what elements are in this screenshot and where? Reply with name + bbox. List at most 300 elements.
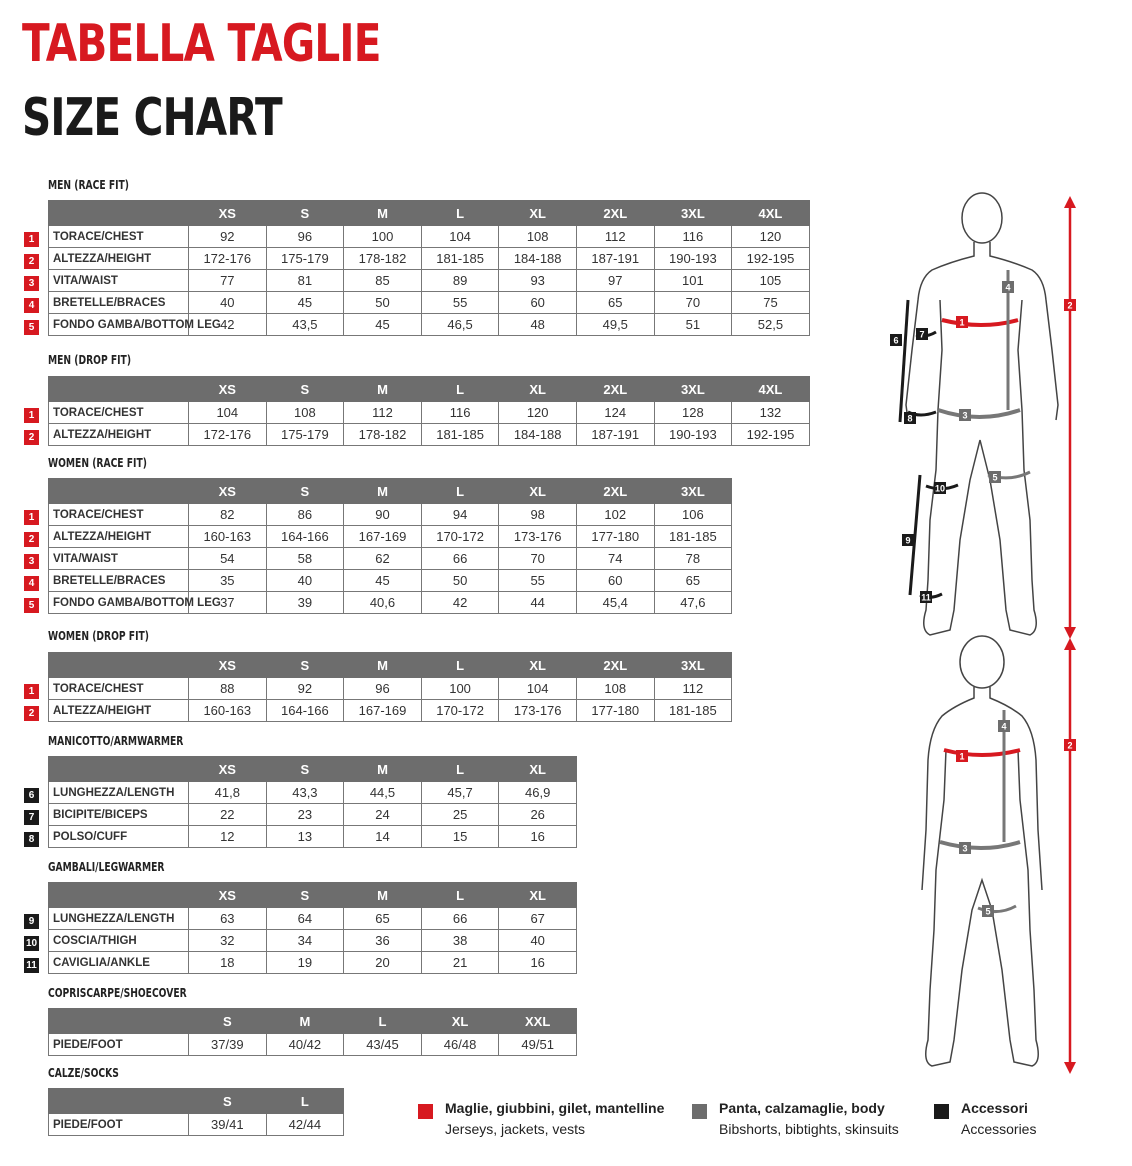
size-value: 65 xyxy=(654,570,732,592)
table-row xyxy=(49,314,810,336)
size-value: 60 xyxy=(499,292,577,314)
size-value: 192-195 xyxy=(732,424,810,446)
size-header: M xyxy=(344,479,422,504)
size-value: 63 xyxy=(189,908,267,930)
size-value: 22 xyxy=(189,804,267,826)
row-number-badge: 5 xyxy=(24,598,39,613)
size-value: 86 xyxy=(266,504,344,526)
size-value: 37/39 xyxy=(189,1034,267,1056)
size-value: 104 xyxy=(421,226,499,248)
size-value: 85 xyxy=(344,270,422,292)
title-italian: TABELLA TAGLIE xyxy=(22,14,381,74)
size-header: XS xyxy=(189,883,267,908)
size-value: 15 xyxy=(421,826,499,848)
size-value: 45 xyxy=(344,314,422,336)
size-value: 93 xyxy=(499,270,577,292)
row-number-badge: 10 xyxy=(25,938,38,949)
table-row xyxy=(49,1034,577,1056)
size-value: 13 xyxy=(266,826,344,848)
size-value: 45 xyxy=(266,292,344,314)
row-label: CAVIGLIA/ANKLE xyxy=(49,952,189,974)
figure-marker xyxy=(959,409,971,421)
figure-marker xyxy=(956,750,968,762)
size-table-men-race xyxy=(48,200,810,336)
size-value: 108 xyxy=(266,402,344,424)
table-header-row xyxy=(49,201,810,226)
figure-marker-label: 3 xyxy=(962,410,968,421)
size-value: 167-169 xyxy=(344,526,422,548)
legend-label-en: Bibshorts, bibtights, skinsuits xyxy=(719,1121,899,1137)
table-row xyxy=(49,424,810,446)
size-value: 120 xyxy=(732,226,810,248)
size-header: M xyxy=(344,201,422,226)
row-number-badge: 8 xyxy=(24,832,39,847)
row-label: TORACE/CHEST xyxy=(49,504,189,526)
size-value: 101 xyxy=(654,270,732,292)
row-label: VITA/WAIST xyxy=(49,270,189,292)
size-value: 67 xyxy=(499,908,577,930)
size-header: M xyxy=(344,377,422,402)
size-value: 40/42 xyxy=(266,1034,344,1056)
size-value: 36 xyxy=(344,930,422,952)
size-header: M xyxy=(266,1009,344,1034)
size-header: XL xyxy=(421,1009,499,1034)
size-value: 96 xyxy=(266,226,344,248)
table-row xyxy=(49,548,732,570)
legend-label-en: Jerseys, jackets, vests xyxy=(445,1121,586,1137)
size-value: 60 xyxy=(576,570,654,592)
size-value: 96 xyxy=(344,678,422,700)
size-value: 35 xyxy=(189,570,267,592)
figure-marker xyxy=(890,334,902,346)
size-header: XL xyxy=(499,757,577,782)
size-value: 160-163 xyxy=(189,700,267,722)
size-value: 78 xyxy=(654,548,732,570)
size-header: S xyxy=(266,653,344,678)
figure-marker xyxy=(959,842,971,854)
table-header-row xyxy=(49,757,577,782)
size-value: 124 xyxy=(576,402,654,424)
size-value: 43/45 xyxy=(344,1034,422,1056)
section-title-men-race: MEN (RACE FIT) xyxy=(48,178,129,192)
legend-black-swatch xyxy=(934,1104,949,1119)
row-number-badge: 4 xyxy=(24,576,39,591)
size-value: 190-193 xyxy=(654,424,732,446)
size-header: L xyxy=(421,757,499,782)
table-header-row xyxy=(49,377,810,402)
size-value: 172-176 xyxy=(189,424,267,446)
row-label: LUNGHEZZA/LENGTH xyxy=(49,782,189,804)
legend-item-accessories xyxy=(961,1098,1036,1140)
row-label: VITA/WAIST xyxy=(49,548,189,570)
size-header: XS xyxy=(189,757,267,782)
section-title-women-race: WOMEN (RACE FIT) xyxy=(48,456,147,470)
size-value: 45,7 xyxy=(421,782,499,804)
size-value: 173-176 xyxy=(499,700,577,722)
size-header: XL xyxy=(499,377,577,402)
size-header: S xyxy=(266,757,344,782)
size-table-legwarmer xyxy=(48,882,577,974)
size-value: 42 xyxy=(189,314,267,336)
size-value: 66 xyxy=(421,908,499,930)
size-header: L xyxy=(421,201,499,226)
size-value: 65 xyxy=(344,908,422,930)
row-label: BICIPITE/BICEPS xyxy=(49,804,189,826)
size-header: XS xyxy=(189,479,267,504)
figure-marker-label: 11 xyxy=(921,592,931,603)
size-header: XS xyxy=(189,201,267,226)
size-value: 46,9 xyxy=(499,782,577,804)
size-header: L xyxy=(266,1089,344,1114)
size-value: 66 xyxy=(421,548,499,570)
row-label: ALTEZZA/HEIGHT xyxy=(49,700,189,722)
header-blank-cell xyxy=(49,653,189,678)
size-value: 178-182 xyxy=(344,424,422,446)
size-value: 23 xyxy=(266,804,344,826)
size-value: 49,5 xyxy=(576,314,654,336)
row-number-badge: 3 xyxy=(24,276,39,291)
header-blank-cell xyxy=(49,1089,189,1114)
figure-marker xyxy=(904,412,916,424)
size-value: 104 xyxy=(499,678,577,700)
figure-marker-label: 8 xyxy=(907,413,913,424)
row-number-badge: 1 xyxy=(24,684,39,699)
legend-label-it: Panta, calzamaglie, body xyxy=(719,1100,885,1116)
size-value: 55 xyxy=(499,570,577,592)
figure-marker-label: 4 xyxy=(1005,282,1011,293)
size-value: 47,6 xyxy=(654,592,732,614)
size-header: 2XL xyxy=(576,201,654,226)
row-label: FONDO GAMBA/BOTTOM LEG xyxy=(49,592,189,614)
size-header: S xyxy=(266,479,344,504)
size-value: 187-191 xyxy=(576,424,654,446)
size-value: 172-176 xyxy=(189,248,267,270)
size-value: 108 xyxy=(499,226,577,248)
size-value: 75 xyxy=(732,292,810,314)
row-number-badge: 7 xyxy=(24,810,39,825)
row-label: TORACE/CHEST xyxy=(49,678,189,700)
size-value: 50 xyxy=(421,570,499,592)
row-number-badges xyxy=(24,788,39,854)
size-value: 65 xyxy=(576,292,654,314)
row-label: PIEDE/FOOT xyxy=(49,1114,189,1136)
table-row xyxy=(49,570,732,592)
table-row xyxy=(49,292,810,314)
legend-item-bibshorts xyxy=(719,1098,899,1140)
header-blank-cell xyxy=(49,1009,189,1034)
size-value: 128 xyxy=(654,402,732,424)
figure-marker xyxy=(916,328,928,340)
female-figure xyxy=(922,636,1042,1066)
size-value: 40 xyxy=(499,930,577,952)
size-value: 164-166 xyxy=(266,700,344,722)
size-value: 52,5 xyxy=(732,314,810,336)
size-value: 177-180 xyxy=(576,700,654,722)
header-blank-cell xyxy=(49,757,189,782)
row-number-badge: 2 xyxy=(24,706,39,721)
size-value: 46,5 xyxy=(421,314,499,336)
row-number-badge: 11 xyxy=(24,958,39,973)
size-value: 170-172 xyxy=(421,700,499,722)
size-value: 112 xyxy=(344,402,422,424)
section-title-men-drop: MEN (DROP FIT) xyxy=(48,353,132,367)
table-row xyxy=(49,700,732,722)
row-label: LUNGHEZZA/LENGTH xyxy=(49,908,189,930)
size-header: 2XL xyxy=(576,479,654,504)
size-value: 184-188 xyxy=(499,248,577,270)
table-header-row xyxy=(49,479,732,504)
size-value: 104 xyxy=(189,402,267,424)
size-header: XL xyxy=(499,883,577,908)
size-header: S xyxy=(266,883,344,908)
row-label: PIEDE/FOOT xyxy=(49,1034,189,1056)
figure-marker xyxy=(982,905,994,917)
size-header: S xyxy=(189,1009,267,1034)
figure-marker-label: 6 xyxy=(893,335,899,346)
size-value: 42/44 xyxy=(266,1114,344,1136)
size-value: 38 xyxy=(421,930,499,952)
size-value: 167-169 xyxy=(344,700,422,722)
size-value: 46/48 xyxy=(421,1034,499,1056)
section-title-legwarmer: GAMBALI/LEGWARMER xyxy=(48,860,165,874)
size-table-shoecover xyxy=(48,1008,577,1056)
size-value: 112 xyxy=(576,226,654,248)
size-value: 37 xyxy=(189,592,267,614)
row-number-badge: 2 xyxy=(24,254,39,269)
size-value: 16 xyxy=(499,826,577,848)
size-value: 164-166 xyxy=(266,526,344,548)
row-number-badge: 1 xyxy=(24,408,39,423)
row-number-badge: 2 xyxy=(24,430,39,445)
size-table-women-drop xyxy=(48,652,732,722)
size-value: 100 xyxy=(344,226,422,248)
size-header: XXL xyxy=(499,1009,577,1034)
size-value: 39/41 xyxy=(189,1114,267,1136)
table-row xyxy=(49,1114,344,1136)
size-value: 181-185 xyxy=(654,700,732,722)
size-header: 3XL xyxy=(654,479,732,504)
row-label: FONDO GAMBA/BOTTOM LEG xyxy=(49,314,189,336)
row-number-badges xyxy=(24,684,39,728)
size-value: 92 xyxy=(189,226,267,248)
size-value: 88 xyxy=(189,678,267,700)
size-value: 102 xyxy=(576,504,654,526)
size-value: 106 xyxy=(654,504,732,526)
size-value: 54 xyxy=(189,548,267,570)
table-row xyxy=(49,908,577,930)
table-header-row xyxy=(49,883,577,908)
row-number-badge: 3 xyxy=(24,554,39,569)
figure-marker xyxy=(998,720,1010,732)
table-header-row xyxy=(49,653,732,678)
size-value: 44,5 xyxy=(344,782,422,804)
size-value: 21 xyxy=(421,952,499,974)
size-header: XS xyxy=(189,377,267,402)
legend-label-it: Maglie, giubbini, gilet, mantelline xyxy=(445,1100,665,1116)
size-header: L xyxy=(421,377,499,402)
size-value: 44 xyxy=(499,592,577,614)
row-label: POLSO/CUFF xyxy=(49,826,189,848)
row-number-badges xyxy=(24,408,39,452)
table-row xyxy=(49,526,732,548)
size-value: 19 xyxy=(266,952,344,974)
size-value: 49/51 xyxy=(499,1034,577,1056)
size-value: 120 xyxy=(499,402,577,424)
size-value: 39 xyxy=(266,592,344,614)
size-value: 178-182 xyxy=(344,248,422,270)
size-value: 105 xyxy=(732,270,810,292)
size-value: 190-193 xyxy=(654,248,732,270)
figure-marker-label: 9 xyxy=(905,535,911,546)
size-value: 70 xyxy=(654,292,732,314)
size-value: 70 xyxy=(499,548,577,570)
size-header: 3XL xyxy=(654,653,732,678)
size-header: XL xyxy=(499,479,577,504)
header-blank-cell xyxy=(49,201,189,226)
row-label: TORACE/CHEST xyxy=(49,402,189,424)
header-blank-cell xyxy=(49,883,189,908)
size-value: 12 xyxy=(189,826,267,848)
size-value: 42 xyxy=(421,592,499,614)
table-row xyxy=(49,592,732,614)
size-header: XL xyxy=(499,201,577,226)
figure-marker-label: 7 xyxy=(919,329,925,340)
size-header: 4XL xyxy=(732,201,810,226)
size-header: L xyxy=(421,479,499,504)
figure-marker-label: 1 xyxy=(959,751,965,762)
size-value: 58 xyxy=(266,548,344,570)
size-value: 175-179 xyxy=(266,248,344,270)
size-value: 81 xyxy=(266,270,344,292)
row-label: BRETELLE/BRACES xyxy=(49,292,189,314)
size-value: 112 xyxy=(654,678,732,700)
row-label: BRETELLE/BRACES xyxy=(49,570,189,592)
row-number-badge: 1 xyxy=(24,510,39,525)
table-row xyxy=(49,804,577,826)
row-number-badge: 5 xyxy=(24,320,39,335)
table-row xyxy=(49,826,577,848)
size-value: 43,5 xyxy=(266,314,344,336)
table-row xyxy=(49,930,577,952)
size-header: L xyxy=(344,1009,422,1034)
header-blank-cell xyxy=(49,479,189,504)
size-value: 187-191 xyxy=(576,248,654,270)
legend-label-it: Accessori xyxy=(961,1100,1028,1116)
figure-marker-label: 5 xyxy=(992,472,998,483)
size-header: M xyxy=(344,883,422,908)
size-value: 40 xyxy=(189,292,267,314)
row-label: COSCIA/THIGH xyxy=(49,930,189,952)
table-row xyxy=(49,270,810,292)
table-row xyxy=(49,504,732,526)
size-value: 116 xyxy=(654,226,732,248)
figure-marker-label: 3 xyxy=(962,843,968,854)
size-value: 132 xyxy=(732,402,810,424)
size-value: 34 xyxy=(266,930,344,952)
figure-marker xyxy=(956,316,968,328)
figure-marker xyxy=(989,471,1001,483)
size-value: 40,6 xyxy=(344,592,422,614)
size-value: 77 xyxy=(189,270,267,292)
figure-marker xyxy=(902,534,914,546)
size-value: 92 xyxy=(266,678,344,700)
size-header: S xyxy=(266,201,344,226)
table-row xyxy=(49,952,577,974)
size-header: M xyxy=(344,653,422,678)
size-value: 192-195 xyxy=(732,248,810,270)
row-number-badge: 9 xyxy=(24,914,39,929)
row-label: ALTEZZA/HEIGHT xyxy=(49,526,189,548)
size-value: 108 xyxy=(576,678,654,700)
figure-marker-label: 2 xyxy=(1067,740,1073,751)
row-number-badges xyxy=(24,232,39,342)
size-value: 45 xyxy=(344,570,422,592)
figure-marker-label: 2 xyxy=(1067,300,1073,311)
figure-marker xyxy=(1064,299,1076,311)
size-value: 20 xyxy=(344,952,422,974)
size-value: 51 xyxy=(654,314,732,336)
figure-marker xyxy=(1064,739,1076,751)
size-table-women-race xyxy=(48,478,732,614)
table-header-row xyxy=(49,1089,344,1114)
size-value: 14 xyxy=(344,826,422,848)
figure-marker-label: 10 xyxy=(934,483,946,494)
size-value: 97 xyxy=(576,270,654,292)
body-measurement-figures xyxy=(870,190,1110,1080)
size-header: S xyxy=(266,377,344,402)
legend-red-swatch xyxy=(418,1104,433,1119)
size-value: 43,3 xyxy=(266,782,344,804)
size-header: 3XL xyxy=(654,201,732,226)
size-header: L xyxy=(421,653,499,678)
size-header: 2XL xyxy=(576,377,654,402)
section-title-socks: CALZE/SOCKS xyxy=(48,1066,119,1080)
legend-item-jerseys xyxy=(445,1098,664,1140)
size-header: XL xyxy=(499,653,577,678)
figure-marker-label: 1 xyxy=(959,317,965,328)
section-title-armwarmer: MANICOTTO/ARMWARMER xyxy=(48,734,184,748)
size-value: 48 xyxy=(499,314,577,336)
figure-marker xyxy=(1002,281,1014,293)
size-value: 16 xyxy=(499,952,577,974)
size-value: 26 xyxy=(499,804,577,826)
size-value: 184-188 xyxy=(499,424,577,446)
size-value: 41,8 xyxy=(189,782,267,804)
size-header: XS xyxy=(189,653,267,678)
size-value: 175-179 xyxy=(266,424,344,446)
size-value: 181-185 xyxy=(654,526,732,548)
size-table-socks xyxy=(48,1088,344,1136)
size-value: 25 xyxy=(421,804,499,826)
row-number-badges xyxy=(24,914,39,980)
size-value: 177-180 xyxy=(576,526,654,548)
size-value: 181-185 xyxy=(421,248,499,270)
size-table-armwarmer xyxy=(48,756,577,848)
table-row xyxy=(49,226,810,248)
size-value: 74 xyxy=(576,548,654,570)
size-value: 45,4 xyxy=(576,592,654,614)
row-number-badge: 6 xyxy=(24,788,39,803)
size-value: 181-185 xyxy=(421,424,499,446)
figure-marker-label: 5 xyxy=(985,906,991,917)
row-number-badge: 4 xyxy=(24,298,39,313)
figure-marker-label: 4 xyxy=(1001,721,1007,732)
figure-marker xyxy=(920,591,932,603)
size-value: 160-163 xyxy=(189,526,267,548)
size-value: 98 xyxy=(499,504,577,526)
size-value: 62 xyxy=(344,548,422,570)
size-table-men-drop xyxy=(48,376,810,446)
